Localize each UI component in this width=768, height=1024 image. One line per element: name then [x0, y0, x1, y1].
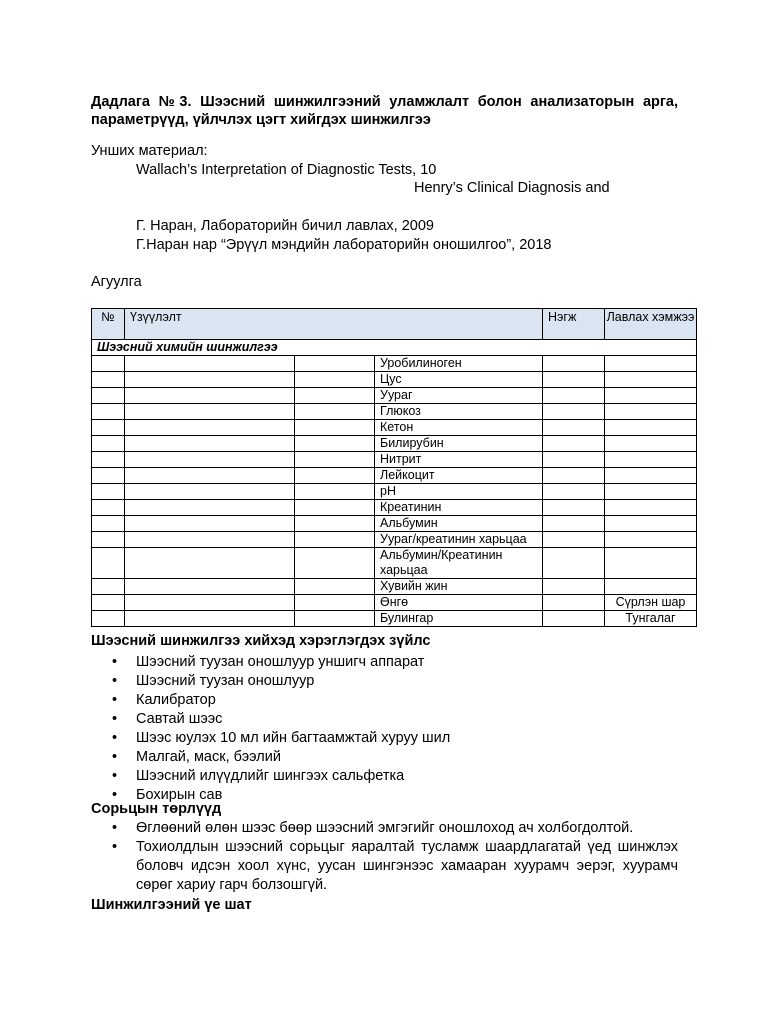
- section-chemistry-title: Шээсний химийн шинжилгээ: [92, 340, 697, 356]
- table-row: [92, 404, 697, 420]
- cell-blank-1: [125, 452, 295, 468]
- cell-blank-1: [125, 611, 295, 627]
- cell-number: [92, 595, 125, 611]
- cell-blank-1: [125, 468, 295, 484]
- table-header-row: [92, 309, 697, 340]
- table-row: [92, 452, 697, 468]
- cell-indicator: Цус: [375, 372, 543, 388]
- cell-unit: [543, 452, 605, 468]
- header-unit: Нэгж: [543, 309, 605, 340]
- reference-henry: Henry’s Clinical Diagnosis and: [414, 180, 610, 196]
- cell-reference: [605, 548, 697, 579]
- cell-number: [92, 436, 125, 452]
- cell-blank-2: [295, 388, 375, 404]
- cell-indicator: Билирубин: [375, 436, 543, 452]
- cell-reference: [605, 484, 697, 500]
- reference-naran-2009: Г. Наран, Лабораторийн бичил лавлах, 2009: [136, 218, 435, 234]
- cell-blank-1: [125, 548, 295, 579]
- cell-blank-1: [125, 372, 295, 388]
- table-row: [92, 611, 697, 627]
- cell-indicator: Альбумин: [375, 516, 543, 532]
- cell-blank-2: [295, 548, 375, 579]
- cell-indicator: Уураг: [375, 388, 543, 404]
- cell-number: [92, 468, 125, 484]
- cell-blank-1: [125, 484, 295, 500]
- cell-blank-2: [295, 500, 375, 516]
- cell-number: [92, 548, 125, 579]
- table-row: [92, 388, 697, 404]
- cell-unit: [543, 611, 605, 627]
- table-row: [92, 548, 697, 579]
- cell-unit: [543, 404, 605, 420]
- table-row: [92, 484, 697, 500]
- cell-reference: Сүрлэн шар: [605, 595, 697, 611]
- cell-reference: [605, 404, 697, 420]
- analysis-stages-heading: Шинжилгээний үе шат: [91, 897, 252, 913]
- list-item: • Савтай шээс: [91, 710, 691, 729]
- cell-reference: [605, 372, 697, 388]
- table-row: [92, 595, 697, 611]
- cell-unit: [543, 484, 605, 500]
- cell-blank-2: [295, 420, 375, 436]
- cell-number: [92, 579, 125, 595]
- cell-blank-1: [125, 595, 295, 611]
- cell-indicator: Лейкоцит: [375, 468, 543, 484]
- cell-blank-2: [295, 484, 375, 500]
- cell-blank-1: [125, 404, 295, 420]
- header-indicator: Үзүүлэлт: [125, 309, 543, 340]
- list-item: • Өглөөний өлөн шээс бөөр шээсний эмгэгийг оношлоход ач холбогдолтой.: [91, 819, 678, 838]
- cell-blank-2: [295, 436, 375, 452]
- cell-unit: [543, 579, 605, 595]
- list-item: • Шээс юулэх 10 мл ийн багтаамжтай хуруу шил: [91, 729, 691, 748]
- exercise-title: Дадлага №3. Шээсний шинжилгээний уламжлалт болон анализаторын арга, параметрүүд, үйлчлэх цэгт хийгдэх шинжилгээ: [91, 94, 678, 128]
- header-reference: Лавлах хэмжээ: [605, 309, 697, 340]
- cell-indicator: Уробилиноген: [375, 356, 543, 372]
- cell-unit: [543, 516, 605, 532]
- list-item: • Калибратор: [91, 691, 691, 710]
- list-item: • Тохиолдлын шээсний сорьцыг яаралтай тусламж шаардлагатай үед шинжлэх боловч идсэн хоол хүнс, уусан шингэнээс хамааран хуурамч эерэг, хуурамч сөрөг хариу гарч болзошгүй.: [91, 838, 678, 895]
- cell-number: [92, 452, 125, 468]
- cell-unit: [543, 500, 605, 516]
- cell-blank-1: [125, 420, 295, 436]
- cell-unit: [543, 356, 605, 372]
- cell-reference: [605, 420, 697, 436]
- cell-blank-2: [295, 356, 375, 372]
- cell-reference: [605, 532, 697, 548]
- reading-materials-label: Унших материал:: [91, 143, 208, 159]
- cell-unit: [543, 532, 605, 548]
- reference-wallach: Wallach’s Interpretation of Diagnostic Tests, 10: [136, 162, 437, 178]
- list-item: • Шээсний илүүдлийг шингээх сальфетка: [91, 767, 691, 786]
- cell-indicator: Хувийн жин: [375, 579, 543, 595]
- cell-reference: [605, 436, 697, 452]
- cell-reference: [605, 500, 697, 516]
- cell-number: [92, 516, 125, 532]
- cell-unit: [543, 388, 605, 404]
- items-list: [91, 653, 691, 805]
- cell-reference: [605, 468, 697, 484]
- table-row: [92, 468, 697, 484]
- cell-blank-1: [125, 436, 295, 452]
- table-row: [92, 579, 697, 595]
- cell-indicator: Кетон: [375, 420, 543, 436]
- cell-blank-1: [125, 532, 295, 548]
- cell-number: [92, 500, 125, 516]
- cell-unit: [543, 548, 605, 579]
- cell-indicator: Креатинин: [375, 500, 543, 516]
- cell-blank-2: [295, 595, 375, 611]
- cell-indicator: Нитрит: [375, 452, 543, 468]
- cell-number: [92, 532, 125, 548]
- urinalysis-table: [91, 308, 697, 627]
- cell-blank-2: [295, 516, 375, 532]
- table-row: [92, 420, 697, 436]
- cell-indicator: Өнгө: [375, 595, 543, 611]
- cell-indicator: pH: [375, 484, 543, 500]
- list-item: • Шээсний туузан оношлуур: [91, 672, 691, 691]
- list-item: • Малгай, маск, бээлий: [91, 748, 691, 767]
- list-item: • Бохирын сав: [91, 786, 691, 805]
- cell-blank-2: [295, 579, 375, 595]
- cell-blank-1: [125, 516, 295, 532]
- table-row: [92, 372, 697, 388]
- cell-indicator: Альбумин/Креатинин харьцаа: [375, 548, 543, 579]
- cell-number: [92, 420, 125, 436]
- header-number: №: [92, 309, 125, 340]
- items-heading: Шээсний шинжилгээ хийхэд хэрэглэгдэх зүйлс: [91, 633, 431, 649]
- table-section-row: [92, 340, 697, 356]
- cell-number: [92, 372, 125, 388]
- table-row: [92, 356, 697, 372]
- cell-blank-2: [295, 452, 375, 468]
- cell-unit: [543, 436, 605, 452]
- list-item: • Шээсний туузан оношлуур уншигч аппарат: [91, 653, 691, 672]
- sample-types-heading: Сорьцын төрлүүд: [91, 801, 222, 817]
- sample-types-list: [91, 819, 678, 895]
- table-row: [92, 516, 697, 532]
- cell-indicator: Глюкоз: [375, 404, 543, 420]
- cell-reference: [605, 356, 697, 372]
- cell-reference: [605, 579, 697, 595]
- cell-blank-2: [295, 532, 375, 548]
- cell-blank-1: [125, 356, 295, 372]
- cell-number: [92, 484, 125, 500]
- cell-reference: Тунгалаг: [605, 611, 697, 627]
- cell-number: [92, 356, 125, 372]
- table-row: [92, 532, 697, 548]
- cell-blank-2: [295, 611, 375, 627]
- cell-reference: [605, 452, 697, 468]
- cell-blank-2: [295, 468, 375, 484]
- cell-blank-2: [295, 372, 375, 388]
- reference-naran-2018: Г.Наран нар “Эрүүл мэндийн лабораторийн оношилгоо”, 2018: [136, 237, 552, 253]
- cell-number: [92, 611, 125, 627]
- cell-reference: [605, 388, 697, 404]
- cell-unit: [543, 468, 605, 484]
- cell-reference: [605, 516, 697, 532]
- cell-blank-1: [125, 500, 295, 516]
- cell-unit: [543, 595, 605, 611]
- cell-blank-1: [125, 388, 295, 404]
- content-label: Агуулга: [91, 274, 142, 290]
- cell-number: [92, 388, 125, 404]
- table-row: [92, 500, 697, 516]
- table-row: [92, 436, 697, 452]
- cell-number: [92, 404, 125, 420]
- cell-indicator: Булингар: [375, 611, 543, 627]
- cell-unit: [543, 372, 605, 388]
- cell-indicator: Уураг/креатинин харьцаа: [375, 532, 543, 548]
- cell-blank-1: [125, 579, 295, 595]
- cell-blank-2: [295, 404, 375, 420]
- cell-unit: [543, 420, 605, 436]
